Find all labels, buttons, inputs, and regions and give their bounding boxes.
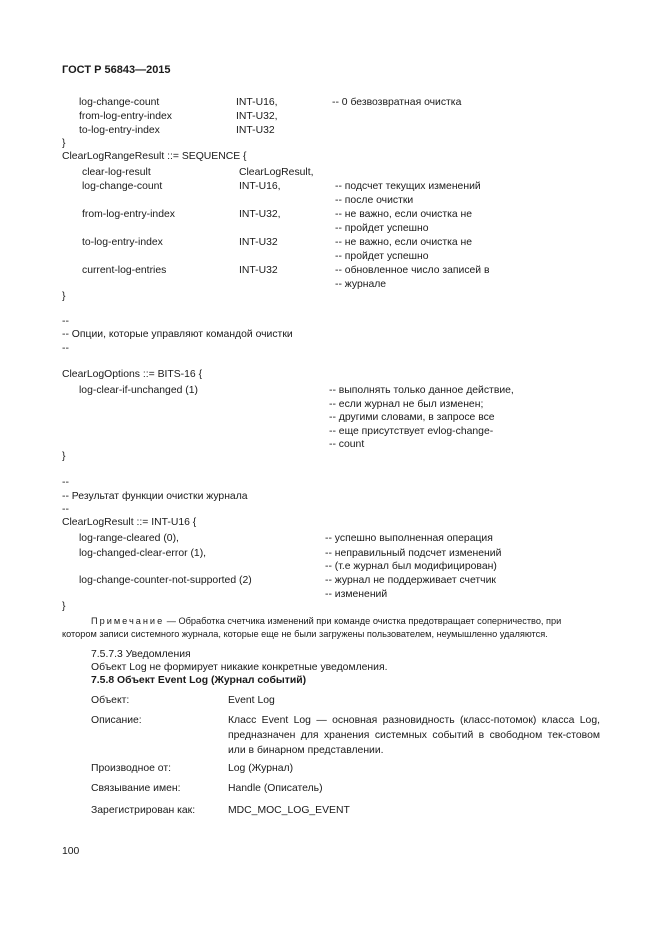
field-comment: -- изменений xyxy=(325,589,388,600)
field-comment: -- журнале xyxy=(335,279,387,290)
closing-brace: } xyxy=(62,601,66,612)
closing-brace: } xyxy=(62,138,66,149)
page-number: 100 xyxy=(62,846,80,857)
paragraph: Объект Log не формирует никакие конкретные уведомления. xyxy=(91,662,388,673)
closing-brace: } xyxy=(62,451,66,462)
field-comment: -- count xyxy=(329,439,365,450)
field-type: INT-U16, xyxy=(236,97,278,108)
closing-brace: } xyxy=(62,291,66,302)
field-comment: -- не важно, если очистка не xyxy=(335,237,473,248)
field-comment: -- неправильный подсчет изменений xyxy=(325,548,502,559)
property-label: Описание: xyxy=(91,715,142,726)
property-value: Handle (Описатель) xyxy=(228,783,323,794)
property-value: MDC_MOC_LOG_EVENT xyxy=(228,805,350,816)
field-comment: -- журнал не поддерживает счетчик xyxy=(325,575,496,586)
field-comment: -- 0 безвозвратная очистка xyxy=(332,97,462,108)
comment-line: -- xyxy=(62,504,69,515)
section-heading: 7.5.8 Объект Event Log (Журнал событий) xyxy=(91,675,307,686)
type-declaration: ClearLogOptions ::= BITS-16 { xyxy=(62,369,203,380)
field-name: clear-log-result xyxy=(82,167,151,178)
field-name: current-log-entries xyxy=(82,265,167,276)
field-comment: -- пройдет успешно xyxy=(335,251,429,262)
field-name: to-log-entry-index xyxy=(79,125,160,136)
comment-line: -- xyxy=(62,343,69,354)
type-declaration: ClearLogResult ::= INT-U16 { xyxy=(62,517,197,528)
field-name: from-log-entry-index xyxy=(79,111,172,122)
field-type: ClearLogResult, xyxy=(239,167,314,178)
property-label: Производное от: xyxy=(91,763,171,774)
note-label: Примечание xyxy=(91,616,165,626)
field-type: INT-U32 xyxy=(236,125,275,136)
field-type: INT-U32 xyxy=(239,237,278,248)
field-name: to-log-entry-index xyxy=(82,237,163,248)
note-line: котором записи системного журнала, которые еще не были загружены пользователем, неумышленно удаляются. xyxy=(62,629,548,639)
field-comment: -- обновленное число записей в xyxy=(335,265,490,276)
field-type: INT-U16, xyxy=(239,181,281,192)
enum-item: log-changed-clear-error (1), xyxy=(79,548,207,559)
field-comment: -- (т.е журнал был модифицирован) xyxy=(325,561,497,572)
field-comment: -- выполнять только данное действие, xyxy=(329,385,514,396)
subsection-heading: 7.5.7.3 Уведомления xyxy=(91,649,191,660)
comment-line: -- xyxy=(62,477,69,488)
field-name: log-change-count xyxy=(79,97,160,108)
field-comment: -- если журнал не был изменен; xyxy=(329,399,484,410)
note-text: — Обработка счетчика изменений при команде очистка предотвращает соперничество, при xyxy=(164,616,562,626)
comment-line: -- xyxy=(62,316,69,327)
comment-line: -- Опции, которые управляют командой очистки xyxy=(62,329,293,340)
comment-line: -- Результат функции очистки журнала xyxy=(62,491,248,502)
enum-item: log-clear-if-unchanged (1) xyxy=(79,385,198,396)
field-comment: -- другими словами, в запросе все xyxy=(329,412,495,423)
field-comment: -- подсчет текущих изменений xyxy=(335,181,481,192)
property-value: Event Log xyxy=(228,695,275,706)
field-name: log-change-count xyxy=(82,181,163,192)
property-value-description: Класс Event Log — основная разновидность (класс-потомок) класса Log, предназначен для хранения системных событий в свободном тек-стовом или в бинарном представлении. xyxy=(228,715,600,756)
property-label: Связывание имен: xyxy=(91,783,181,794)
property-label: Зарегистрирован как: xyxy=(91,805,196,816)
field-comment: -- еще присутствует evlog-change- xyxy=(329,426,494,437)
field-comment: -- пройдет успешно xyxy=(335,223,429,234)
enum-item: log-range-cleared (0), xyxy=(79,533,179,544)
document-header: ГОСТ Р 56843—2015 xyxy=(62,64,171,76)
field-comment: -- не важно, если очистка не xyxy=(335,209,473,220)
field-comment: -- успешно выполненная операция xyxy=(325,533,493,544)
property-label: Объект: xyxy=(91,695,130,706)
field-type: INT-U32, xyxy=(236,111,278,122)
note-line xyxy=(91,615,561,628)
enum-item: log-change-counter-not-supported (2) xyxy=(79,575,252,586)
type-declaration: ClearLogRangeResult ::= SEQUENCE { xyxy=(62,151,247,162)
field-type: INT-U32, xyxy=(239,209,281,220)
field-type: INT-U32 xyxy=(239,265,278,276)
field-name: from-log-entry-index xyxy=(82,209,175,220)
field-comment: -- после очистки xyxy=(335,195,414,206)
property-value: Log (Журнал) xyxy=(228,763,294,774)
